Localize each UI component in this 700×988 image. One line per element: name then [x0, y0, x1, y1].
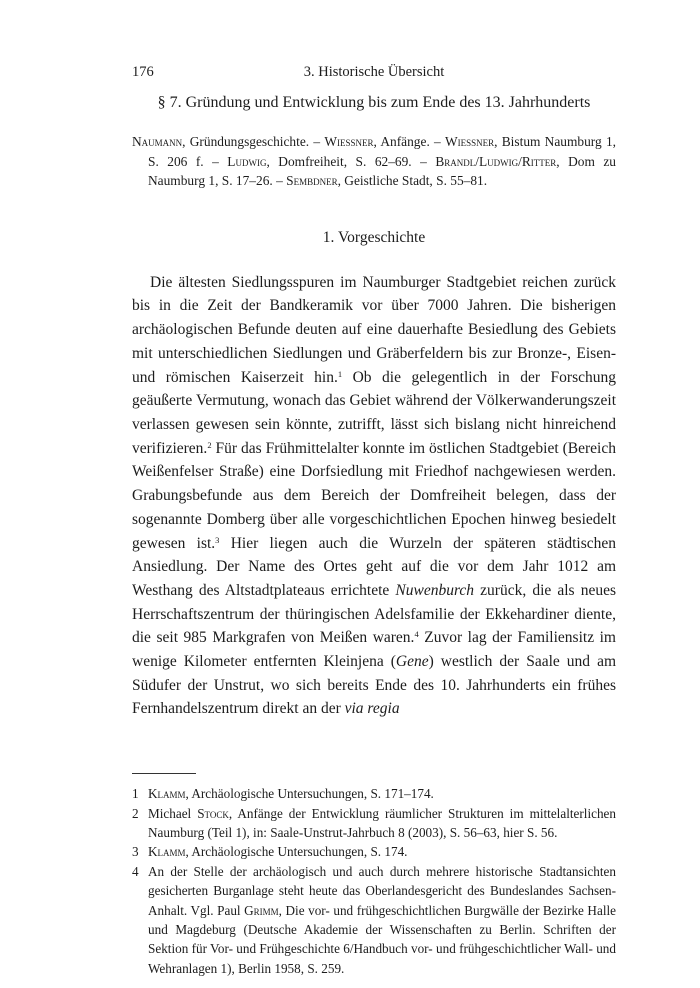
body-text: Für das Frühmittelalter konnte im östlichen Stadtgebiet (Bereich Weißenfelser Straße) eine Dorfsiedlung mit Friedhof nachgewiesen werden. Grabungsbefunde aus dem Bereich der Domfreiheit belegen, dass der sogenannte Domberg über alle vorgeschichtlichen Epochen hinweg besiedelt gewesen ist.: [132, 439, 616, 552]
footnote-divider: [132, 773, 196, 774]
bib-author: Brandl/Ludwig/Ritter: [435, 153, 557, 169]
page-number: 176: [132, 64, 154, 80]
running-head-title: 3. Historische Übersicht: [303, 64, 445, 80]
bib-author: Wiessner: [444, 134, 495, 149]
footnote-number: 3: [132, 844, 139, 860]
footnote-text: Michael: [148, 805, 198, 821]
body-text: zurück, die als neues Herrschaftszentrum der thüringischen Adelsfamilie der Ekkehardiner diente, die seit 985 Markgrafen von Meißen waren.: [132, 581, 616, 647]
bib-entry: , Gründungsgeschichte. –: [182, 134, 325, 149]
body-text: Ob die gelegentlich in der Forschung geäußerte Vermutung, wonach das Gebiet während der Völkerwanderungszeit verlassen gewesen sein könnte, zutrifft, lässt sich bislang nicht hinreichend verifizieren.: [132, 368, 616, 457]
footnote-number: 1: [132, 786, 139, 802]
subsection-heading: 1. Vorgeschichte: [322, 228, 426, 246]
footnote-text: An der Stelle der archäologisch und auch durch mehrere historische Stadtansichten gesicherten Burganlage steht heute das Oberlandesgericht des Bundeslandes Sachsen-Anhalt. Vgl. Paul: [148, 863, 616, 918]
footnote-text: , Archäologische Untersuchungen, S. 174.: [185, 844, 408, 860]
footnote-3: [132, 842, 616, 861]
body-text: Hier liegen auch die Wurzeln der späteren städtischen Ansiedlung. Der Name des Ortes geht auf die vor dem Jahr 1012 am Westhang des Altstadtplateaus errichtete: [132, 534, 616, 599]
body-text: ) westlich der Saale und am Südufer der Unstrut, wo sich bereits Ende des 10. Jahrhunderts ein frühes Fernhandelszentrum direkt an der: [132, 653, 617, 718]
body-paragraph: [132, 271, 616, 721]
footnote-text: , Archäologische Untersuchungen, S. 171–174.: [185, 786, 434, 802]
bibliography-list: [132, 132, 616, 191]
footnote-4: [132, 862, 616, 978]
footnotes-list: [132, 784, 616, 978]
bib-author: Wiessner: [324, 134, 374, 149]
footnote-ref: 1: [337, 368, 343, 379]
italic-term: Nuwenburch: [395, 581, 475, 599]
bib-author: Naumann: [132, 134, 183, 149]
footnote-number: 2: [132, 805, 139, 821]
bib-entry: , Geistliche Stadt, S. 55–81.: [337, 173, 488, 189]
bib-entry: , Anfänge. –: [373, 134, 445, 149]
footnote-2: [132, 804, 616, 843]
footnote-author: Klamm: [148, 844, 186, 860]
bib-entry: , Bistum Naumburg 1, S. 206 f. –: [148, 134, 616, 169]
footnote-ref: 4: [414, 629, 419, 640]
body-text: Zuvor lag der Familiensitz im wenige Kilometer entfernten Kleinjena (: [132, 629, 616, 671]
italic-term: Gene: [395, 653, 429, 671]
italic-term: via regia: [344, 700, 400, 718]
footnote-1: [132, 784, 616, 803]
bib-entry: , Dom zu Naumburg 1, S. 17–26. –: [148, 153, 616, 189]
footnote-author: Stock: [197, 805, 229, 821]
bib-entry: , Domfreiheit, S. 62–69. –: [266, 153, 436, 169]
footnote-number: 4: [132, 863, 139, 879]
footnote-ref: 2: [207, 439, 212, 450]
footnote-text: , Die vor- und frühgeschichtlichen Burgwälle der Bezirke Halle und Magdeburg (Deutsche Akademie der Wissenschaften zu Berlin. Schriften der Sektion für Vor- und Frühgeschichte 6/Handbuch vor- und frühgeschichtlicher Wall- und Wehranlagen 1), Berlin 1958, S. 259.: [148, 902, 616, 976]
bib-author: Sembdner: [286, 173, 338, 189]
footnote-ref: 3: [215, 534, 220, 545]
body-text: Die ältesten Siedlungsspuren im Naumburger Stadtgebiet reichen zurück bis in die Zeit der Bandkeramik vor über 7000 Jahren. Die bisherigen archäologischen Befunde deuten auf eine dauerhafte Besiedlung des Gebiets mit unterschiedlichen Siedlungen und Gräberfeldern bis zur Bronze-, Eisen- und römischen Kaiserzeit hin.: [132, 273, 616, 386]
running-head: [132, 64, 616, 84]
book-page: [132, 64, 616, 978]
bib-author: Ludwig: [227, 153, 267, 169]
section-heading: § 7. Gründung und Entwicklung bis zum Ende des 13. Jahrhunderts: [157, 94, 591, 111]
footnote-text: , Anfänge der Entwicklung räumlicher Strukturen im mittelalterlichen Naumburg (Teil 1), in: Saale-Unstrut-Jahrbuch 8 (2003), S. 56–63, hier S. 56.: [148, 805, 616, 840]
footnote-author: Grimm: [244, 902, 279, 918]
footnote-author: Klamm: [148, 786, 186, 802]
